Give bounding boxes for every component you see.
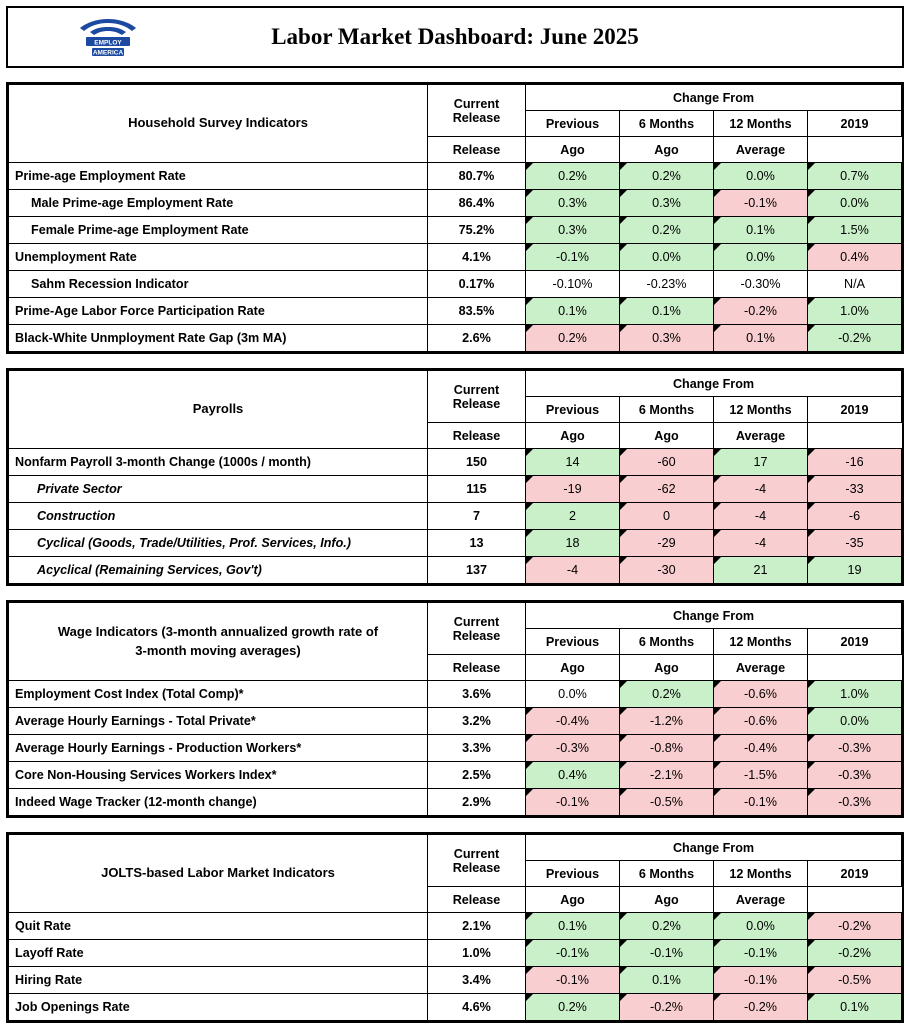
table-title-line2: 3-month moving averages) [135,642,301,658]
table-household-survey-indicators [6,82,904,354]
header-col-4-line1: 2019 [808,397,902,423]
cell-change-1: -0.10% [526,271,620,298]
cell-change-2: -0.1% [620,940,714,967]
cell-change-2: 0.2% [620,681,714,708]
cell-change-3: -0.30% [714,271,808,298]
header-current-release: Current Release [428,371,526,423]
cell-change-1: -4 [526,557,620,584]
cell-change-1: -0.1% [526,244,620,271]
cell-current-release: 0.17% [428,271,526,298]
header-col-3-line2: Ago [620,423,714,449]
cell-change-2: -1.2% [620,708,714,735]
header-col-3-line1: 12 Months [714,861,808,887]
header-col-2-line2: Ago [526,137,620,163]
table-row [9,557,902,584]
row-label: Female Prime-age Employment Rate [9,217,428,244]
cell-change-3: 0.0% [714,913,808,940]
header-col-1-line1: Previous [526,111,620,137]
cell-change-4: -0.2% [808,913,902,940]
cell-change-3: -0.1% [714,789,808,816]
row-label: Average Hourly Earnings - Production Workers* [9,735,428,762]
cell-change-3: -4 [714,530,808,557]
header-col-3-line1: 12 Months [714,397,808,423]
header-col-1-line2: Release [428,137,526,163]
table-row [9,217,902,244]
cell-change-4: -0.2% [808,940,902,967]
cell-change-4: 1.0% [808,681,902,708]
cell-change-3: 0.1% [714,325,808,352]
cell-change-1: 0.2% [526,994,620,1021]
table-row [9,271,902,298]
table-row [9,789,902,816]
cell-current-release: 2.1% [428,913,526,940]
table-header-row [9,371,902,397]
table-header-row [9,835,902,861]
table-row [9,913,902,940]
cell-change-4: 0.7% [808,163,902,190]
cell-change-4: 0.0% [808,708,902,735]
header-change-from: Change From [526,371,902,397]
table-title: JOLTS-based Labor Market Indicators [9,835,428,913]
cell-change-2: -0.23% [620,271,714,298]
data-table [8,602,902,816]
row-label: Indeed Wage Tracker (12-month change) [9,789,428,816]
header-change-from: Change From [526,835,902,861]
table-row [9,449,902,476]
cell-change-2: -60 [620,449,714,476]
cell-change-1: 0.4% [526,762,620,789]
row-label: Construction [9,503,428,530]
cell-change-3: 0.0% [714,244,808,271]
cell-change-2: 0.2% [620,913,714,940]
table-row [9,530,902,557]
data-table [8,370,902,584]
header-col-3-line1: 12 Months [714,111,808,137]
header-col-1-line2: Release [428,887,526,913]
cell-current-release: 13 [428,530,526,557]
cell-change-3: -0.6% [714,681,808,708]
cell-current-release: 4.1% [428,244,526,271]
row-label: Unemployment Rate [9,244,428,271]
header-current-release: Current Release [428,85,526,137]
cell-change-4: 1.5% [808,217,902,244]
cell-current-release: 86.4% [428,190,526,217]
cell-change-2: 0.3% [620,325,714,352]
row-label: Quit Rate [9,913,428,940]
cell-change-4: 19 [808,557,902,584]
cell-change-4: -35 [808,530,902,557]
cell-change-4: -0.2% [808,325,902,352]
cell-change-1: 18 [526,530,620,557]
cell-change-1: 0.2% [526,163,620,190]
row-label: Layoff Rate [9,940,428,967]
logo-text-bottom: AMERICA [92,49,124,57]
cell-change-1: 2 [526,503,620,530]
row-label: Prime-Age Labor Force Participation Rate [9,298,428,325]
cell-change-1: -0.4% [526,708,620,735]
cell-change-4: -16 [808,449,902,476]
cell-change-4: N/A [808,271,902,298]
table-row [9,190,902,217]
cell-change-3: 0.0% [714,163,808,190]
cell-change-2: -62 [620,476,714,503]
cell-change-3: -0.4% [714,735,808,762]
cell-change-4: -33 [808,476,902,503]
cell-change-3: -4 [714,476,808,503]
cell-current-release: 83.5% [428,298,526,325]
row-label: Cyclical (Goods, Trade/Utilities, Prof. Services, Info.) [9,530,428,557]
row-label: Core Non-Housing Services Workers Index* [9,762,428,789]
cell-current-release: 7 [428,503,526,530]
page-title: Labor Market Dashboard: June 2025 [271,24,639,49]
table-row [9,476,902,503]
header-col-1-line2: Release [428,655,526,681]
header-col-4-line1: 2019 [808,861,902,887]
tables-container [0,82,910,1023]
table-payrolls [6,368,904,586]
header-col-4-line2: Average [714,655,808,681]
cell-change-2: 0.2% [620,217,714,244]
header-col-3-line2: Ago [620,655,714,681]
table-row [9,735,902,762]
table-row [9,325,902,352]
cell-current-release: 2.6% [428,325,526,352]
header-col-3-line2: Ago [620,137,714,163]
table-row [9,708,902,735]
cell-change-4: 0.0% [808,190,902,217]
table-wage-indicators [6,600,904,818]
cell-change-4: -0.3% [808,762,902,789]
header-col-4-line2: Average [714,887,808,913]
cell-change-4: 0.1% [808,994,902,1021]
header-col-3-line2: Ago [620,887,714,913]
header-col-4-line2: Average [714,137,808,163]
cell-change-1: 14 [526,449,620,476]
table-row [9,503,902,530]
cell-change-1: 0.1% [526,298,620,325]
cell-change-1: 0.0% [526,681,620,708]
cell-change-4: 0.4% [808,244,902,271]
cell-change-3: -0.6% [714,708,808,735]
table-header-row [9,85,902,111]
cell-change-1: -0.1% [526,789,620,816]
cell-change-3: -0.2% [714,298,808,325]
cell-current-release: 3.3% [428,735,526,762]
table-jolts-based-labor-market-indicators [6,832,904,1023]
row-label: Sahm Recession Indicator [9,271,428,298]
table-title [9,603,428,681]
cell-change-1: 0.2% [526,325,620,352]
cell-change-3: -0.1% [714,967,808,994]
row-label: Job Openings Rate [9,994,428,1021]
header-col-1-line1: Previous [526,629,620,655]
row-label: Private Sector [9,476,428,503]
header-col-2-line2: Ago [526,655,620,681]
cell-change-2: -2.1% [620,762,714,789]
cell-change-3: -1.5% [714,762,808,789]
table-row [9,762,902,789]
header-col-3-line1: 12 Months [714,629,808,655]
header-col-2-line1: 6 Months [620,111,714,137]
cell-current-release: 1.0% [428,940,526,967]
cell-change-4: -0.3% [808,789,902,816]
row-label: Nonfarm Payroll 3-month Change (1000s / month) [9,449,428,476]
header-col-4-line1: 2019 [808,629,902,655]
header-current-release: Current Release [428,603,526,655]
header-col-2-line1: 6 Months [620,629,714,655]
cell-change-2: 0.1% [620,298,714,325]
cell-change-1: 0.3% [526,217,620,244]
cell-change-2: 0.2% [620,163,714,190]
header-col-4-line2: Average [714,423,808,449]
cell-current-release: 150 [428,449,526,476]
cell-current-release: 2.9% [428,789,526,816]
header-change-from: Change From [526,603,902,629]
cell-change-2: -0.8% [620,735,714,762]
cell-change-3: 21 [714,557,808,584]
row-label: Average Hourly Earnings - Total Private* [9,708,428,735]
cell-change-2: -0.2% [620,994,714,1021]
cell-change-3: -0.2% [714,994,808,1021]
row-label: Acyclical (Remaining Services, Gov't) [9,557,428,584]
cell-change-3: -4 [714,503,808,530]
cell-change-2: 0.3% [620,190,714,217]
cell-current-release: 137 [428,557,526,584]
logo-text-top: EMPLOY [94,39,122,47]
header-col-1-line1: Previous [526,861,620,887]
dashboard-page [0,6,910,1023]
table-row [9,967,902,994]
header-col-2-line1: 6 Months [620,397,714,423]
cell-current-release: 3.6% [428,681,526,708]
cell-change-4: -0.3% [808,735,902,762]
cell-change-2: 0.1% [620,967,714,994]
data-table [8,834,902,1021]
header-col-1-line1: Previous [526,397,620,423]
data-table [8,84,902,352]
cell-change-4: -6 [808,503,902,530]
cell-change-3: -0.1% [714,940,808,967]
table-title: Household Survey Indicators [9,85,428,163]
table-row [9,163,902,190]
cell-current-release: 2.5% [428,762,526,789]
header-col-4-line1: 2019 [808,111,902,137]
cell-current-release: 3.2% [428,708,526,735]
cell-change-2: -30 [620,557,714,584]
cell-change-1: -0.1% [526,967,620,994]
header-col-2-line2: Ago [526,423,620,449]
header-col-1-line2: Release [428,423,526,449]
cell-current-release: 75.2% [428,217,526,244]
cell-current-release: 115 [428,476,526,503]
table-title: Payrolls [9,371,428,449]
table-row [9,298,902,325]
cell-change-2: 0 [620,503,714,530]
cell-current-release: 80.7% [428,163,526,190]
cell-change-2: 0.0% [620,244,714,271]
row-label: Hiring Rate [9,967,428,994]
cell-change-4: 1.0% [808,298,902,325]
cell-change-4: -0.5% [808,967,902,994]
page-header [6,6,904,68]
row-label: Black-White Unmployment Rate Gap (3m MA) [9,325,428,352]
header-change-from: Change From [526,85,902,111]
cell-current-release: 3.4% [428,967,526,994]
cell-change-3: 17 [714,449,808,476]
table-header-row [9,603,902,629]
row-label: Employment Cost Index (Total Comp)* [9,681,428,708]
cell-change-1: -0.3% [526,735,620,762]
cell-change-2: -29 [620,530,714,557]
table-title-line1: Wage Indicators (3-month annualized growth rate of [57,623,379,639]
cell-current-release: 4.6% [428,994,526,1021]
row-label: Prime-age Employment Rate [9,163,428,190]
header-col-2-line2: Ago [526,887,620,913]
header-current-release: Current Release [428,835,526,887]
cell-change-1: -0.1% [526,940,620,967]
cell-change-1: 0.3% [526,190,620,217]
header-col-2-line1: 6 Months [620,861,714,887]
cell-change-1: -19 [526,476,620,503]
row-label: Male Prime-age Employment Rate [9,190,428,217]
table-row [9,244,902,271]
table-row [9,681,902,708]
table-row [9,994,902,1021]
cell-change-2: -0.5% [620,789,714,816]
table-row [9,940,902,967]
cell-change-3: -0.1% [714,190,808,217]
cell-change-1: 0.1% [526,913,620,940]
cell-change-3: 0.1% [714,217,808,244]
